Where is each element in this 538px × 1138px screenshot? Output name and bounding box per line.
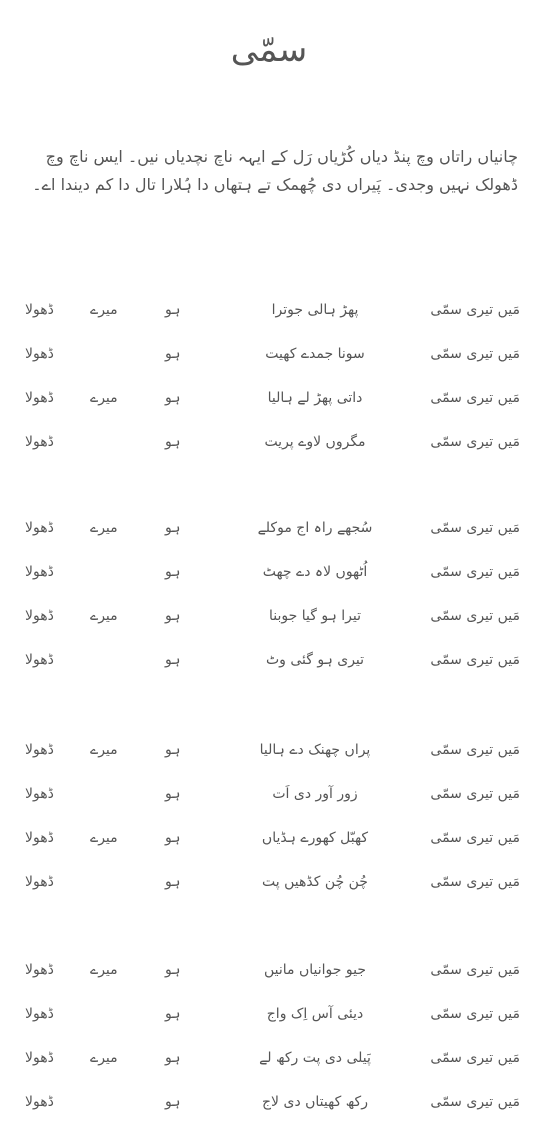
verse-text: پھڑ ہالی جوترا — [271, 302, 359, 318]
verse-line — [0, 1006, 538, 1050]
verse-dhola: ڈھولا — [25, 608, 54, 624]
poem-title: سمّی — [230, 30, 308, 70]
verse-mere: میرے — [90, 1050, 118, 1066]
verse-ho: ہو — [165, 962, 181, 978]
verse-ho: ہو — [165, 390, 181, 406]
verse-refrain: مَیں تیری سمّی — [430, 346, 520, 362]
verse-mere: میرے — [90, 520, 118, 536]
verse-dhola: ڈھولا — [25, 1050, 54, 1066]
verse-text: کھبّل کھورے ہڈیاں — [261, 830, 369, 846]
verse-text: سونا جمدے کھیت — [265, 346, 365, 362]
verse-mere: میرے — [90, 302, 118, 318]
verse-refrain: مَیں تیری سمّی — [430, 1094, 520, 1110]
verse-refrain: مَیں تیری سمّی — [430, 564, 520, 580]
verse-line — [0, 346, 538, 390]
verse-text: سُجھے راہ اج موکلے — [257, 520, 373, 536]
verse-text: پَیلی دی پت رکھ لے — [259, 1050, 371, 1066]
verse-dhola: ڈھولا — [25, 830, 54, 846]
verse-text: جیو جوانیاں مانیں — [264, 962, 366, 978]
verse-refrain: مَیں تیری سمّی — [430, 962, 520, 978]
verse-ho: ہو — [165, 830, 181, 846]
verse-refrain: مَیں تیری سمّی — [430, 1006, 520, 1022]
verse-text: زور آور دی اَت — [272, 786, 358, 802]
verse-ho: ہو — [165, 564, 181, 580]
verse-line — [0, 1094, 538, 1138]
verse-refrain: مَیں تیری سمّی — [430, 390, 520, 406]
verse-ho: ہو — [165, 1006, 181, 1022]
verse-text: دیئی آس اِک واج — [266, 1006, 364, 1022]
verse-mere: میرے — [90, 390, 118, 406]
verse-ho: ہو — [165, 608, 181, 624]
verse-refrain: مَیں تیری سمّی — [430, 520, 520, 536]
verse-line — [0, 434, 538, 478]
verse-line — [0, 830, 538, 874]
verse-line — [0, 390, 538, 434]
verse-text: اُٹھوں لاہ دے چھٹ — [262, 564, 368, 580]
verse-line — [0, 1050, 538, 1094]
verse-line — [0, 564, 538, 608]
verse-refrain: مَیں تیری سمّی — [430, 1050, 520, 1066]
verse-mere: میرے — [90, 962, 118, 978]
verse-ho: ہو — [165, 874, 181, 890]
verse-refrain: مَیں تیری سمّی — [430, 434, 520, 450]
verse-ho: ہو — [165, 346, 181, 362]
verse-ho: ہو — [165, 302, 181, 318]
verse-mere: میرے — [90, 742, 118, 758]
verse-line — [0, 962, 538, 1006]
stanza — [0, 520, 538, 696]
intro-paragraph: چانیاں راتاں وچ پنڈ دیاں کُڑیاں رَل کے ایہہ ناچ نچدیاں نیں۔ ایس ناچ وچ ڈھولک نہیں وجدی۔ پَیراں دی چُھمک تے ہتھاں دا ہُلارا تال دا کم دیندا اے۔ — [32, 147, 518, 194]
verse-ho: ہو — [165, 652, 181, 668]
verse-dhola: ڈھولا — [25, 874, 54, 890]
verse-line — [0, 874, 538, 918]
verse-ho: ہو — [165, 434, 181, 450]
verse-text: مگروں لاوے پریت — [264, 434, 366, 450]
verse-dhola: ڈھولا — [25, 390, 54, 406]
verse-refrain: مَیں تیری سمّی — [430, 302, 520, 318]
verse-mere: میرے — [90, 608, 118, 624]
verse-dhola: ڈھولا — [25, 346, 54, 362]
verse-dhola: ڈھولا — [25, 1094, 54, 1110]
verse-line — [0, 742, 538, 786]
verse-refrain: مَیں تیری سمّی — [430, 874, 520, 890]
verse-dhola: ڈھولا — [25, 652, 54, 668]
verse-dhola: ڈھولا — [25, 302, 54, 318]
verse-ho: ہو — [165, 1094, 181, 1110]
verse-refrain: مَیں تیری سمّی — [430, 786, 520, 802]
verse-refrain: مَیں تیری سمّی — [430, 830, 520, 846]
stanza — [0, 962, 538, 1138]
verse-line — [0, 302, 538, 346]
verse-mere: میرے — [90, 830, 118, 846]
verse-text: تیری ہو گئی وٹ — [265, 652, 365, 668]
verse-text: داتی پھڑ لے ہالیا — [267, 390, 363, 406]
verse-dhola: ڈھولا — [25, 742, 54, 758]
verse-refrain: مَیں تیری سمّی — [430, 608, 520, 624]
verse-dhola: ڈھولا — [25, 564, 54, 580]
verse-refrain: مَیں تیری سمّی — [430, 742, 520, 758]
verse-line — [0, 520, 538, 564]
verse-text: رکھ کھیتاں دی لاج — [262, 1094, 368, 1110]
verse-text: تیرا ہو گیا جوبنا — [269, 608, 361, 624]
verse-line — [0, 652, 538, 696]
verse-dhola: ڈھولا — [25, 1006, 54, 1022]
verse-line — [0, 786, 538, 830]
verse-dhola: ڈھولا — [25, 786, 54, 802]
stanza — [0, 742, 538, 918]
verse-ho: ہو — [165, 520, 181, 536]
verse-ho: ہو — [165, 786, 181, 802]
verse-refrain: مَیں تیری سمّی — [430, 652, 520, 668]
verse-dhola: ڈھولا — [25, 520, 54, 536]
verse-line — [0, 608, 538, 652]
verse-text: چُن چُن کڈھیں پت — [262, 874, 368, 890]
verse-dhola: ڈھولا — [25, 434, 54, 450]
verse-ho: ہو — [165, 742, 181, 758]
verse-text: پراں چھنک دے ہالیا — [259, 742, 371, 758]
verse-ho: ہو — [165, 1050, 181, 1066]
verse-dhola: ڈھولا — [25, 962, 54, 978]
stanza — [0, 302, 538, 478]
